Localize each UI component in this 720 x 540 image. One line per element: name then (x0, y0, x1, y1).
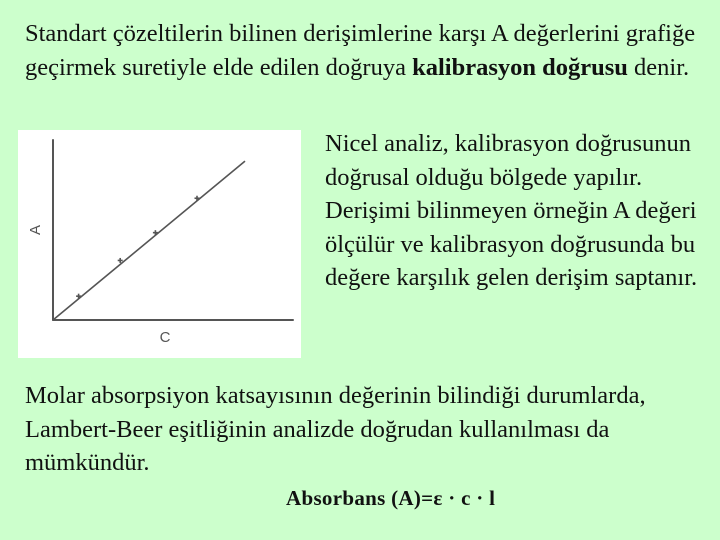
intro-text-end: denir. (627, 53, 690, 81)
intro-text-start: Standart çözeltilerin bilinen derişimlerine karşı A değerlerini grafiğe geçirmek suretiyle elde edilen doğruya (25, 20, 696, 81)
calibration-line (53, 161, 245, 320)
molar-paragraph: Molar absorpsiyon katsayısının değerinin bilindiği durumlarda, Lambert-Beer eşitliğinin analizde doğrudan kullanılması da mümkündür. (25, 382, 646, 476)
calibration-graph-svg (18, 130, 301, 358)
absorbance-formula: Absorbans (A)=ε · c · l (286, 486, 496, 510)
x-axis-label: C (159, 329, 171, 346)
side-paragraph: Nicel analiz, kalibrasyon doğrusunun doğrusal olduğu bölgede yapılır. Derişimi bilinmeyen örneğin A değeri ölçülür ve kalibrasyon doğrusunda bu değere karşılık gelen derişim saptanır. (325, 130, 698, 291)
intro-paragraph (25, 17, 715, 84)
y-axis-label: A (27, 224, 44, 236)
data-points (76, 196, 199, 299)
intro-bold-term: kalibrasyon doğrusu (412, 53, 628, 81)
calibration-graph (18, 130, 301, 358)
